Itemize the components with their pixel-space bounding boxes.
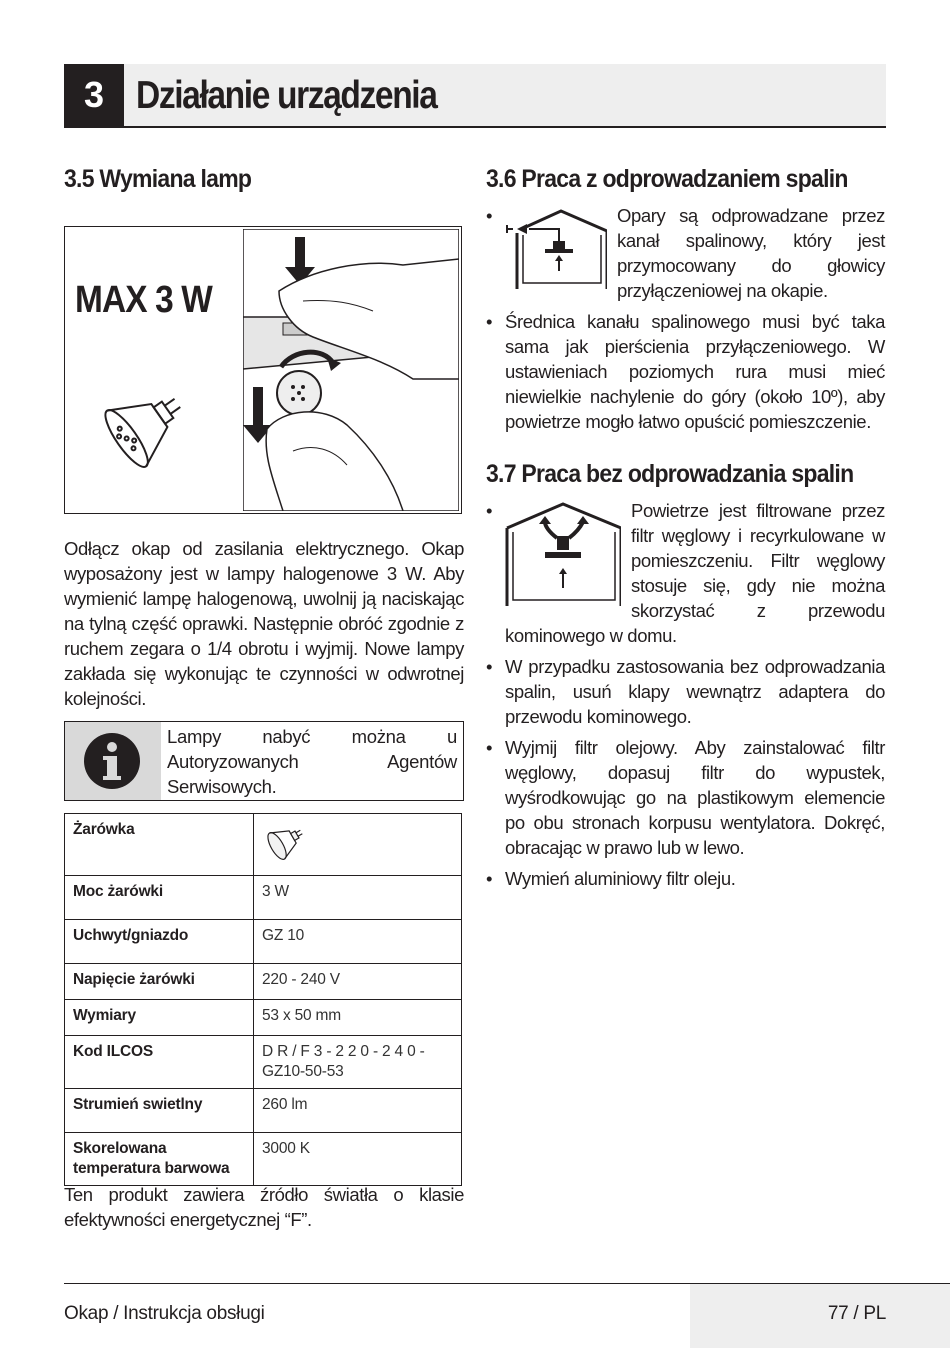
table-row xyxy=(65,1036,462,1089)
info-note-text: Lampy nabyć można u Autoryzowanych Agentów Serwisowych. xyxy=(167,726,457,797)
spec-bulb-image-cell xyxy=(254,814,462,876)
spec-key: Kod ILCOS xyxy=(65,1036,254,1089)
bullet-text: Powietrze jest filtrowane przez filtr węglowy i recyrkulowane w pomieszczeniu. Filtr węglowy stosuje się, gdy nie można skorzystać z przewodu kominowego w domu. xyxy=(505,500,885,646)
table-row xyxy=(65,814,462,876)
spec-value: D R / F 3 - 2 2 0 - 2 4 0 - GZ10-50-53 xyxy=(254,1036,462,1089)
spec-value: GZ 10 xyxy=(254,920,462,964)
info-icon-box xyxy=(65,722,161,800)
bullet-text: Średnica kanału spalinowego musi być taka sama jak pierścienia przyłączeniowego. W ustawieniach poziomych rura musi mieć niewielkie nachylenie do góry (około 10º), aby powietrze mogło łatwo opuścić pomieszczenie. xyxy=(505,311,885,432)
table-row xyxy=(65,920,462,964)
chapter-header xyxy=(64,64,886,128)
spec-key: Żarówka xyxy=(65,814,254,876)
footer-doc-title: Okap / Instrukcja obsługi xyxy=(64,1303,265,1324)
bullet-icon: • xyxy=(486,868,493,889)
spec-value: 220 - 240 V xyxy=(254,964,462,1000)
energy-class-note: Ten produkt zawiera źródło światła o klasie efektywności energetycznej “F”. xyxy=(64,1184,464,1230)
bullet-icon: • xyxy=(486,500,493,521)
bullet-icon: • xyxy=(486,205,493,226)
list-item xyxy=(486,309,885,434)
table-row xyxy=(65,964,462,1000)
list-item xyxy=(486,498,885,648)
bullet-icon: • xyxy=(486,311,493,332)
chapter-title: Działanie urządzenia xyxy=(136,74,437,117)
bulb-icon xyxy=(262,820,306,862)
bullet-text: W przypadku zastosowania bez odprowadzania spalin, usuń klapy wewnątrz adaptera do przewodu kominowego. xyxy=(505,656,885,727)
footer-divider xyxy=(64,1283,950,1284)
chapter-number: 3 xyxy=(64,64,124,126)
info-icon xyxy=(83,732,141,790)
max-wattage-label: MAX 3 W xyxy=(75,279,212,321)
table-row xyxy=(65,876,462,920)
spec-key: Uchwyt/gniazdo xyxy=(65,920,254,964)
bullet-text: Opary są odprowadzane przez kanał spalinowy, który jest przymocowany do głowicy przyłączeniowej na okapie. xyxy=(617,205,885,301)
section-37-title: 3.7 Praca bez odprowadzania spalin xyxy=(486,460,854,488)
table-row xyxy=(65,1089,462,1133)
info-note xyxy=(64,721,464,801)
section-36-title: 3.6 Praca z odprowadzaniem spalin xyxy=(486,165,848,193)
spec-value: 3000 K xyxy=(254,1133,462,1186)
spec-key: Strumień swietlny xyxy=(65,1089,254,1133)
bullet-icon: • xyxy=(486,656,493,677)
bullet-text: Wyjmij filtr olejowy. Aby zainstalować filtr węglowy, dopasuj filtr do wypustek, wyśrodkowując go na plastikowym elemencie po obu stronach korpusu wentylatora. Dokręć, obracając w prawo lub w lewo. xyxy=(505,737,885,858)
recirculation-icon xyxy=(505,502,621,606)
spec-value: 3 W xyxy=(254,876,462,920)
lamp-replacement-instructions: Odłącz okap od zasilania elektrycznego. Okap wyposażony jest w lampy halogenowe 3 W. Aby wymienić lampę halogenową, uwolnij ją naciskając na tylną część oprawki. Następnie obróć zgodnie z ruchem zegara o 1/4 obrotu i wyjmij. Nowe lampy zakłada się wykonując te czynności w odwrotnej kolejności. xyxy=(64,538,464,709)
ducted-extraction-icon xyxy=(503,207,607,289)
spec-key: Napięcie żarówki xyxy=(65,964,254,1000)
list-item xyxy=(486,203,885,303)
halogen-bulb-icon xyxy=(93,377,193,477)
table-row xyxy=(65,1133,462,1186)
hand-replacing-lamp-illustration xyxy=(243,229,459,511)
spec-key: Moc żarówki xyxy=(65,876,254,920)
spec-key: Wymiary xyxy=(65,1000,254,1036)
bullet-icon: • xyxy=(486,737,493,758)
list-item xyxy=(486,654,885,729)
spec-key: Skorelowana temperatura barwowa xyxy=(65,1133,254,1186)
section-35-title: 3.5 Wymiana lamp xyxy=(64,165,252,193)
lamp-spec-table xyxy=(64,813,462,1186)
footer-page-number: 77 / PL xyxy=(827,1303,886,1324)
lamp-replacement-figure xyxy=(64,226,462,514)
spec-value: 260 lm xyxy=(254,1089,462,1133)
list-item xyxy=(486,866,885,891)
list-item xyxy=(486,735,885,860)
footer-page-box xyxy=(690,1284,950,1348)
bullet-text: Wymień aluminiowy filtr oleju. xyxy=(505,868,736,889)
spec-value: 53 x 50 mm xyxy=(254,1000,462,1036)
table-row xyxy=(65,1000,462,1036)
